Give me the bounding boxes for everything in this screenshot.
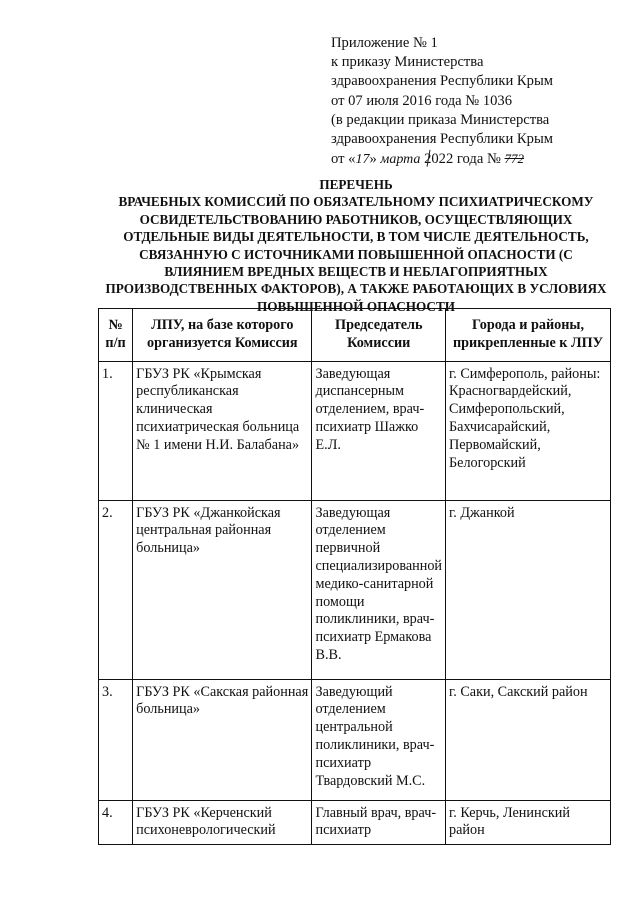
row-cities: г. Саки, Сакский район [446, 679, 611, 800]
appendix-line-3: здравоохранения Республики Крым [331, 73, 553, 90]
header-lpu: ЛПУ, на базе которого организуется Комиссия [133, 309, 312, 362]
title-line-8: ПОВЫШЕННОЙ ОПАСНОСТИ [256, 298, 456, 314]
header-chair: Председатель Комиссии [312, 309, 446, 362]
appendix-line-6: здравоохранения Республики Крым [331, 131, 553, 148]
appendix-line-1: Приложение № 1 [331, 35, 438, 51]
appendix-line-7 [331, 149, 621, 169]
title-line-1: ПЕРЕЧЕНЬ [319, 177, 393, 192]
row-cities: г. Симферополь, районы: Красногвардейский, Симферопольский, Бахчисарайский, Первомайский, Белогорский [446, 361, 611, 500]
table-row [99, 800, 611, 845]
handwritten-day: 17 [355, 152, 370, 168]
row-lpu: ГБУЗ РК «Крымская республиканская клиническая психиатрическая больница № 1 имени Н.И. Балабана» [133, 361, 312, 500]
row-num: 4. [99, 800, 133, 845]
row-num: 3. [99, 679, 133, 800]
title-line-3: ОСВИДЕТЕЛЬСТВОВАНИЮ РАБОТНИКОВ, ОСУЩЕСТВЛЯЮЩИХ [139, 211, 573, 227]
appendix-header [331, 34, 621, 169]
row-lpu: ГБУЗ РК «Керченский психоневрологический [133, 800, 312, 845]
row-chair: Заведующий отделением центральной поликлиники, врач-психиатр Твардовский М.С. [312, 679, 446, 800]
appendix-line-2: к приказу Министерства [331, 54, 484, 71]
title-line-6: ВЛИЯНИЕМ ВРЕДНЫХ ВЕЩЕСТВ И НЕБЛАГОПРИЯТНЫХ [164, 264, 548, 280]
date-prefix: от « [331, 151, 356, 168]
row-chair: Заведующая отделением первичной специализированной медико-санитарной помощи поликлиники, врач-психиатр Ермакова В.В. [312, 500, 446, 679]
date-year: 2022 года № [420, 151, 505, 168]
title-line-2: ВРАЧЕБНЫХ КОМИССИЙ ПО ОБЯЗАТЕЛЬНОМУ ПСИХИАТРИЧЕСКОМУ [118, 194, 594, 210]
header-num: № п/п [99, 309, 133, 362]
title-line-7: ПРОИЗВОДСТВЕННЫХ ФАКТОРОВ), А ТАКЖЕ РАБОТАЮЩИХ В УСЛОВИЯХ [105, 281, 607, 297]
commissions-table [98, 308, 611, 845]
appendix-line-5: (в редакции приказа Министерства [331, 111, 550, 128]
row-num: 2. [99, 500, 133, 679]
handwritten-month: марта [380, 152, 421, 168]
row-chair: Главный врач, врач-психиатр [312, 800, 446, 845]
table-row [99, 679, 611, 800]
document-title [96, 176, 616, 315]
table-row [99, 361, 611, 500]
table-header-row [99, 309, 611, 362]
handwritten-order-number: 772 [504, 151, 525, 167]
row-num: 1. [99, 361, 133, 500]
title-line-4: ОТДЕЛЬНЫЕ ВИДЫ ДЕЯТЕЛЬНОСТИ, В ТОМ ЧИСЛЕ ДЕЯТЕЛЬНОСТЬ, [123, 229, 589, 245]
row-cities: г. Керчь, Ленинский район [446, 800, 611, 845]
table-row [99, 500, 611, 679]
header-cities: Города и районы, прикрепленные к ЛПУ [446, 309, 611, 362]
date-mid: » [369, 151, 381, 168]
row-lpu: ГБУЗ РК «Сакская районная больница» [133, 679, 312, 800]
row-chair: Заведующая диспансерным отделением, врач-психиатр Шажко Е.Л. [312, 361, 446, 500]
title-line-5: СВЯЗАННУЮ С ИСТОЧНИКАМИ ПОВЫШЕННОЙ ОПАСНОСТИ (С [139, 246, 573, 262]
row-cities: г. Джанкой [446, 500, 611, 679]
appendix-line-4: от 07 июля 2016 года № 1036 [331, 92, 513, 109]
row-lpu: ГБУЗ РК «Джанкойская центральная районная больница» [133, 500, 312, 679]
